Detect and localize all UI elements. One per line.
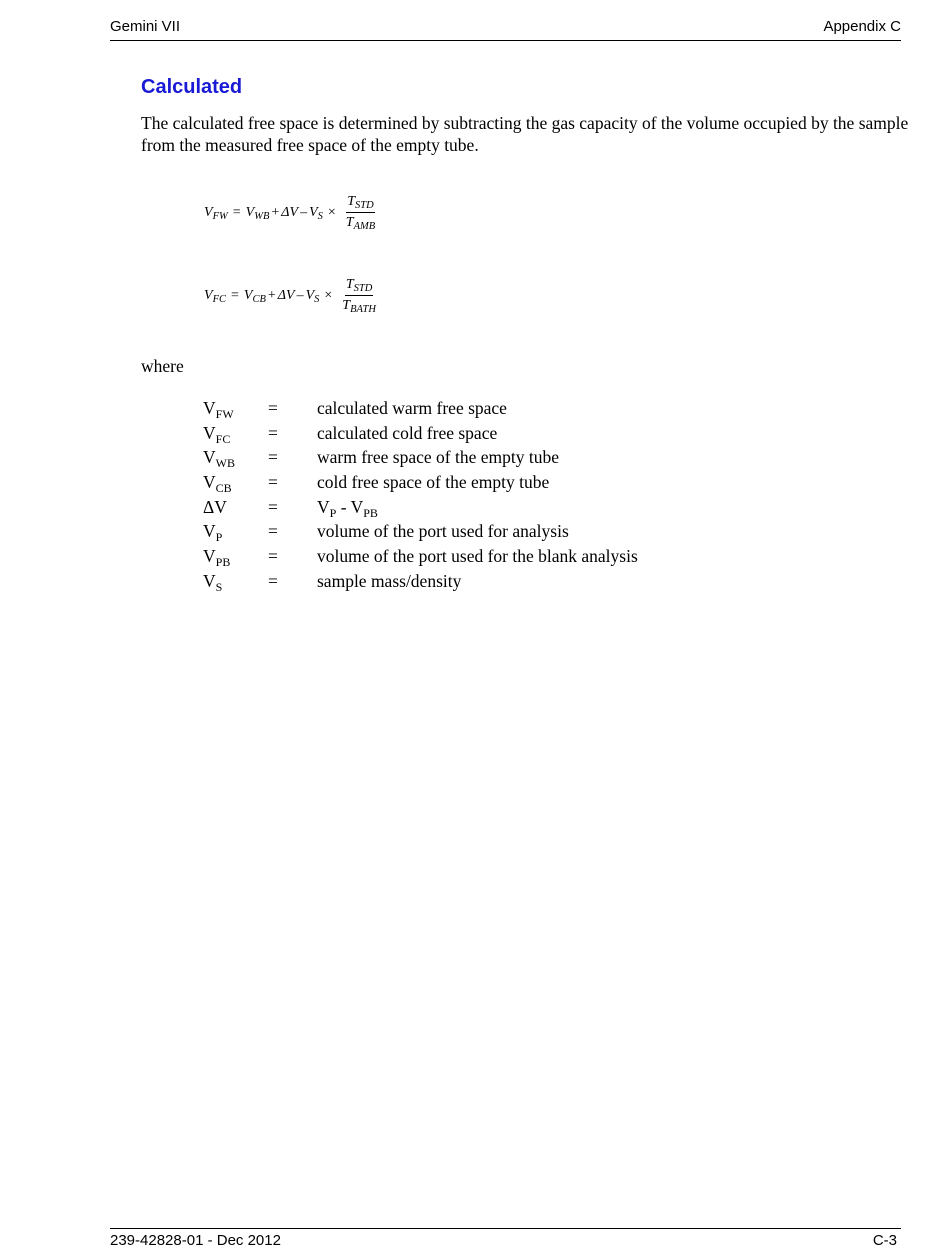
- eq2-equals: =: [230, 288, 239, 303]
- def-symbol: $V_S$: [203, 570, 223, 594]
- def-description: $V_P - V_{PB}$: [317, 496, 378, 520]
- def-equals: =: [268, 496, 278, 517]
- intro-paragraph: The calculated free space is determined by subtracting the gas capacity of the volume occupied by the sample from the measured free space of the empty tube.: [141, 113, 909, 155]
- eq2-plus: +: [267, 288, 276, 303]
- def-symbol: $V_{CB}$: [203, 472, 232, 496]
- eq2-delta: ΔV: [277, 288, 295, 303]
- eq2-term2: $V_S$: [305, 287, 320, 305]
- def-description: warm free space of the empty tube: [317, 447, 559, 468]
- equation-vfc: [204, 277, 377, 315]
- header-appendix: Appendix C: [823, 18, 901, 35]
- equation-vfw: [204, 194, 376, 232]
- def-symbol: $V_{FC}$: [203, 422, 231, 446]
- def-description: sample mass/density: [317, 570, 462, 591]
- def-description: volume of the port used for the blank analysis: [317, 546, 638, 567]
- def-description: cold free space of the empty tube: [317, 472, 550, 493]
- def-symbol: $V_{FW}$: [203, 398, 234, 421]
- eq2-minus: –: [296, 288, 304, 303]
- def-description: calculated cold free space: [317, 422, 498, 443]
- def-equals: =: [268, 472, 278, 493]
- page-footer: [110, 1228, 901, 1251]
- def-symbol: $V_{PB}$: [203, 546, 231, 570]
- eq2-lhs: $V_{FC}$: [204, 287, 226, 305]
- eq1-minus: –: [300, 205, 308, 220]
- eq2-fraction: [341, 277, 377, 315]
- section-title: Calculated: [141, 76, 243, 98]
- def-description: calculated warm free space: [317, 398, 507, 418]
- eq1-denominator: $T_{AMB}$: [345, 215, 376, 232]
- eq1-term2: $V_S$: [309, 204, 323, 222]
- def-symbol: $V_{WB}$: [203, 447, 235, 471]
- footer-page-number: C-3: [872, 1232, 897, 1249]
- eq1-plus: +: [271, 205, 280, 220]
- eq1-fraction: [345, 194, 376, 232]
- def-equals: =: [268, 521, 278, 542]
- def-equals: =: [268, 570, 278, 591]
- def-symbol: ΔV: [203, 496, 227, 517]
- def-equals: =: [268, 447, 278, 468]
- page-header: [110, 18, 901, 41]
- footer-doc-number: 239-42828-01 - Dec 2012: [110, 1232, 281, 1249]
- eq1-delta: ΔV: [281, 205, 299, 220]
- def-description: volume of the port used for analysis: [317, 521, 569, 542]
- eq1-numerator: $T_{STD}$: [347, 194, 374, 211]
- def-equals: =: [268, 398, 278, 418]
- eq2-numerator: $T_{STD}$: [345, 277, 373, 294]
- eq2-term1: $V_{CB}$: [243, 287, 266, 305]
- eq1-lhs: $V_{FW}$: [204, 204, 228, 222]
- header-doc-title: Gemini VII: [110, 18, 181, 35]
- eq2-times: ×: [324, 288, 333, 303]
- eq1-times: ×: [327, 205, 336, 220]
- eq1-equals: =: [232, 205, 241, 220]
- eq2-denominator: $T_{BATH}$: [342, 298, 376, 315]
- def-equals: =: [268, 546, 278, 567]
- eq1-term1: $V_{WB}$: [245, 204, 270, 222]
- where-label: where: [141, 356, 184, 376]
- def-symbol: $V_P$: [203, 521, 223, 545]
- def-equals: =: [268, 422, 278, 443]
